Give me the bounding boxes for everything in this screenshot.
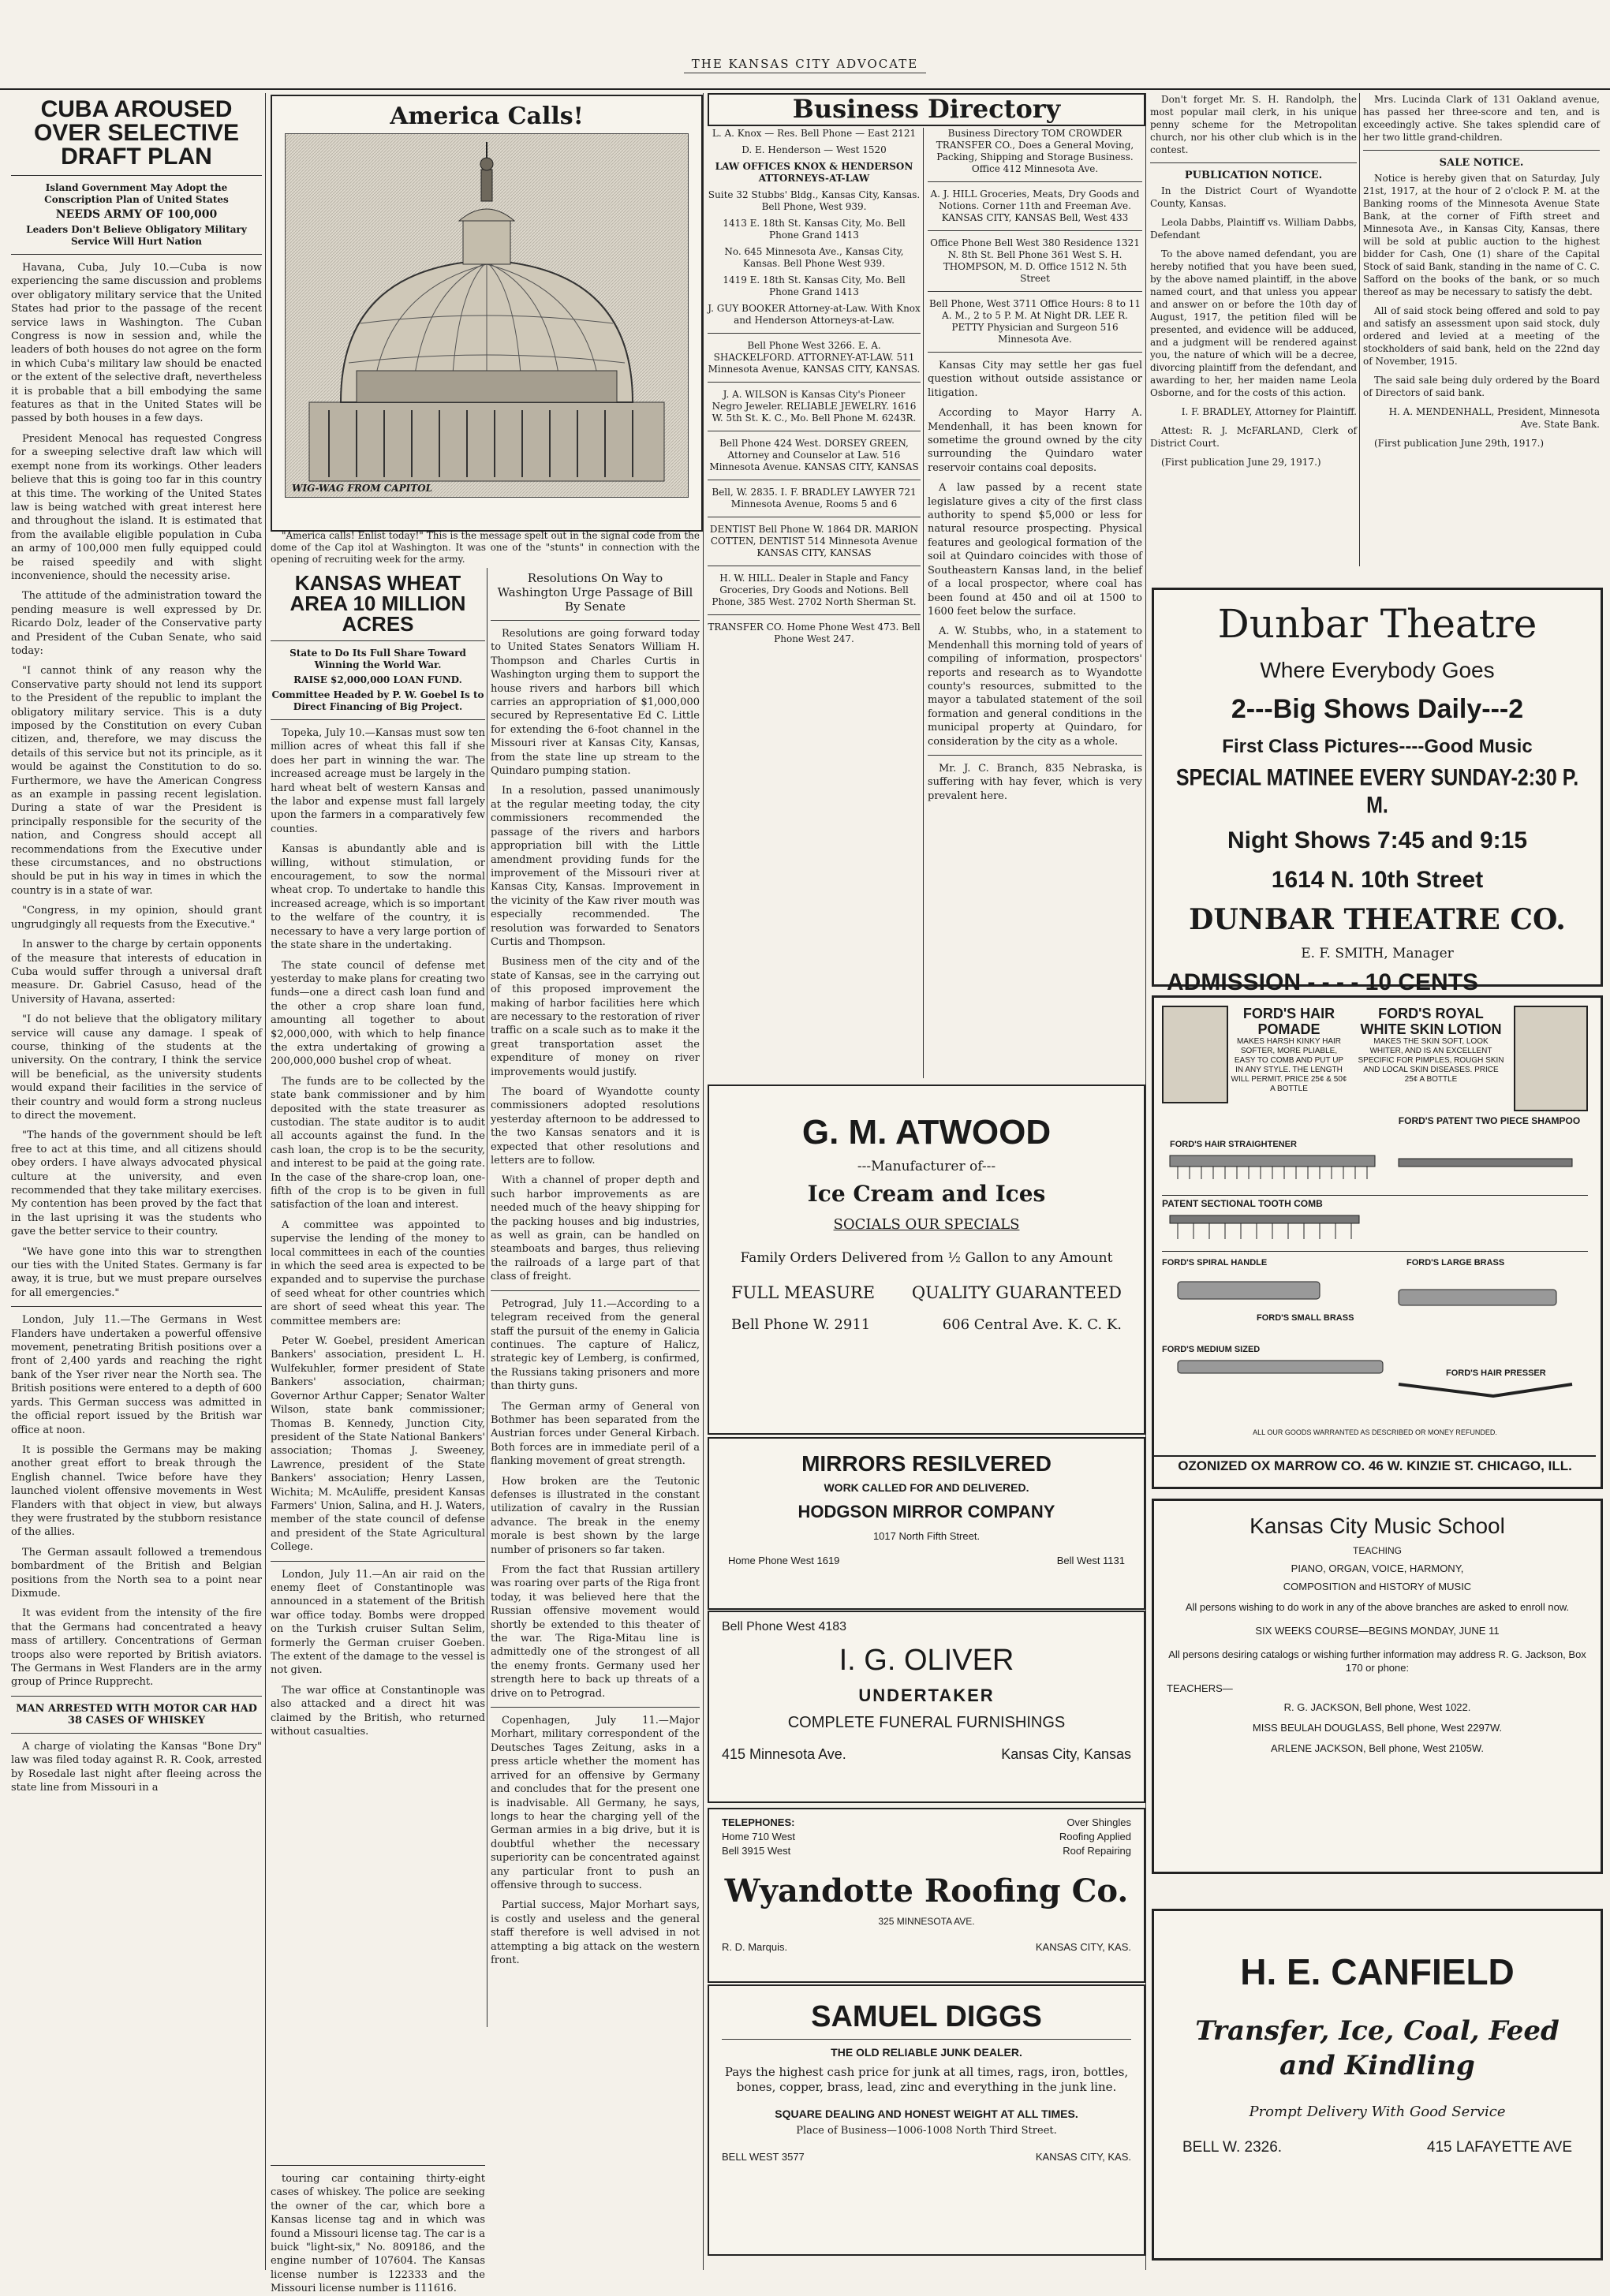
paragraph: How broken are the Teutonic defenses is illustrated in the constant utilization of cavalry in the Russian advance. The break in the enemy morale is best shown by the large number of prisoners so far taken.	[491, 1475, 700, 1556]
paragraph: Partial success, Major Morhart says, is costly and useless and the general staff therefore is well advised in not attempting a big attack on the western front.	[491, 1899, 700, 1966]
directory-entry: D. E. Henderson — West 1520	[741, 144, 887, 155]
music-school-ad: Kansas City Music School TEACHING PIANO, ORGAN, VOICE, HARMONY, COMPOSITION and HISTORY of MUSIC All persons wishing to do work in any of the above branches are asked to enroll now. SIX WEEKS COURSE—BEGINS MONDAY, JUNE 11 All persons desiring catalogs or wishing further information may address R. G. Jackson, Box 170 or phone: TEACHERS— R. G. JACKSON, Bell phone, West 1022. MISS BEULAH DOUGLASS, Bell phone, West 2297W. ARLENE JACKSON, Bell phone, West 2105W.	[1152, 1499, 1603, 1874]
paragraph: The board of Wyandotte county commissioners adopted resolutions yesterday afternoon to be addressed to the two Kansas senators and it is expected that other resolutions and letters are to follow.	[491, 1086, 700, 1167]
directory-entry: Bell, W. 2835. I. F. BRADLEY LAWYER 721 Minnesota Avenue, Rooms 5 and 6	[712, 487, 917, 510]
column-resolutions	[491, 568, 700, 2248]
america-calls-box	[271, 95, 703, 532]
column-rule	[1359, 93, 1360, 566]
paragraph: "Congress, in my opinion, should grant ungrudgingly all requests from the Executive."	[11, 905, 262, 931]
paragraph: President Menocal has requested Congress for a sweeping selective draft law which will exempt none from its workings. Other leaders believe that this is going too far in this country at this time. The working of the United States law is being watched with great interest here and throughout the island. It is estimated that from the available eligible population in Cuba an army of 100,000 men fully equipped could be raised speedily and with slight inconvenience, should the necessity arise.	[11, 432, 262, 582]
paragraph: It is possible the Germans may be making another great effort to break through the English channel. Twice before have they launched violent offensive movements in West Flanders with that object in view, but always they were frustrated by the stubborn resistance of the allies.	[11, 1443, 262, 1539]
paragraph: Resolutions are going forward today to United States Senators William H. Thompson and Charles Curtis in Washington urging them to support the house rivers and harbors bill which carries an appropriation of $1,000,000 secured by Representative Ed C. Little for extending the 6-foot channel in the Missouri river at Kansas City, Kansas, from the state line up stream to the Quindaro pumping station.	[491, 628, 700, 778]
pomade-can-icon	[1162, 1006, 1228, 1103]
column-wheat	[271, 568, 485, 2248]
paragraph: Peter W. Goebel, president American Bankers' association, president L. H. Wulfekuhler, former president of State Bankers' association, chairman; Governor Arthur Capper; Senator Walter Wilson, state bank commissioner; Thomas B. Kennedy, Junction City, president of the State National Bankers' association; Thomas J. Sweeney, Lawrence, president of the State Bankers' association; Henry Lassen, Wichita; M. McAuliffe, president Kansas Farmers' Union, Salina, and H. J. Waters, member of the state council of defense and president of the State Agricultural College.	[271, 1335, 485, 1554]
directory-entry: A. J. HILL Groceries, Meats, Dry Goods and Notions. Corner 11th and Freeman Ave. KANSAS CITY, KANSAS Bell, West 433	[930, 189, 1140, 223]
arrest-headline: MAN ARRESTED WITH MOTOR CAR HAD 38 CASES OF WHISKEY	[16, 1702, 257, 1727]
paragraph: "I do not believe that the obligatory military service will cause any damage. I speak of course, thinking of the students at the university. On the contrary, I think the service will be beneficial, as the university students would expand their facilities in the service of their country and would form a strong nucleus to direct the movement.	[11, 1014, 262, 1122]
cuba-deck: NEEDS ARMY OF 100,000	[55, 208, 218, 221]
lotion-bottle-icon	[1514, 1006, 1588, 1111]
paragraph: Kansas is abundantly able and is willing, without stimulation, or encouragement, to sow the normal wheat crop. To undertake to handle this increased acreage, which is so important to the welfare of the country, it is necessary to have a very large portion of the state share in the undertaking.	[271, 843, 485, 952]
america-calls-title: America Calls!	[390, 103, 584, 130]
directory-entry: DENTIST Bell Phone W. 1864 DR. MARION COTTEN, DENTIST 514 Minnesota Avenue KANSAS CITY, KANSAS	[709, 524, 919, 558]
paragraph: Mr. J. C. Branch, 835 Nebraska, is suffering with hay fever, which is very prevalent here.	[928, 762, 1142, 802]
paragraph: In answer to the charge by certain opponents of the measure that interests of education in Cuba would suffer through a universal draft measure. Dr. Gabriel Casuso, head of the University of Havana, asserted:	[11, 939, 262, 1006]
paragraph: It was evident from the intensity of the fire that the Germans had concentrated a heavy mass of artillery. Concentrations of German troops also were reported by British aviators. The Germans in West Flanders are in the army group of Prince Rupprecht.	[11, 1607, 262, 1689]
paragraph: London, July 11.—An air raid on the enemy fleet of Constantinople was announced in a statement of the British war office today. Bombs were dropped on the Turkish cruiser Sultan Selim, formerly the German cruiser Goeben. The extent of the damage to the vessel is not given.	[271, 1568, 485, 1677]
directory-entry: Suite 32 Stubbs' Bldg., Kansas City, Kansas. Bell Phone, West 939.	[708, 189, 921, 212]
brass-comb-icon	[1162, 1258, 1588, 1416]
paragraph: The attitude of the administration toward the pending measure is well expressed by Dr. Ricardo Dolz, leader of the Conservative party and President of the Cuban Senate, who said today:	[11, 590, 262, 657]
wheat-deck: Committee Headed by P. W. Goebel Is to Direct Financing of Big Project.	[271, 689, 484, 712]
paragraph: The German assault followed a tremendous bombardment of the British and Belgian positions from the North sea to a point near Dixmude.	[11, 1546, 262, 1600]
paragraph: A law passed by a recent state legislature gives a city of the first class authority to spend $5,000 or less for natural resource prospecting. Physical features and geological formation of the soil at Quindaro coincides with those of Southeastern Kansas land, in the belief of a local prospector, where coal has been found at 450 and oil at 1500 to 1600 feet below the surface.	[928, 482, 1142, 618]
paragraph: The German army of General von Bothmer has been separated from the Austrian forces under General Kirbach. Both forces are in immediate peril of a flanking movement of great strength.	[491, 1400, 700, 1468]
dunbar-theatre-ad: Dunbar Theatre Where Everybody Goes 2---Big Shows Daily---2 First Class Pictures----Good Music SPECIAL MATINEE EVERY SUNDAY-2:30 P. M. Night Shows 7:45 and 9:15 1614 N. 10th Street DUNBAR THEATRE CO. E. F. SMITH, Manager ADMISSION - - - - 10 CENTS	[1152, 588, 1603, 987]
tooth-comb-icon	[1162, 1211, 1375, 1243]
paragraph: Don't forget Mr. S. H. Randolph, the most popular mail clerk, in his unique penny scheme for the Metropolitan church, nor his other club which is in the contest.	[1150, 94, 1357, 155]
business-directory-left	[708, 128, 921, 1078]
paragraph: A. W. Stubbs, who, in a statement to Mendenhall this morning told of years of compiling of information, prospectors' reports and research as to Wyandotte county's resources, submitted to the mayor a tabulated statement of the soil formation and general conditions in the municipal property at Quindaro, for consideration by the city as a whole.	[928, 625, 1142, 748]
atwood-ad: G. M. ATWOOD ---Manufacturer of--- Ice Cream and Ices SOCIALS OUR SPECIALS Family Orders Delivered from ½ Gallon to any Amount FULL MEASURE QUALITY GUARANTEED Bell Phone W. 2911 606 Central Ave. K. C. K.	[708, 1085, 1145, 1435]
directory-entry: Bell Phone 424 West. DORSEY GREEN, Attorney and Counselor at Law. 516 Minnesota Avenue. KANSAS CITY, KANSAS	[709, 438, 919, 472]
tooth-comb-row: PATENT SECTIONAL TOOTH COMB	[1162, 1195, 1588, 1252]
column-rule	[703, 93, 704, 2270]
capitol-dome-illustration	[286, 134, 688, 497]
paragraph: "I cannot think of any reason why the Conservative party should not lend its support to the President of the republic to implant the obligatory military service. This is a duty imposed by the Constitution on every Cuban citizen, and, therefore, we may discuss the details of this service but not its principle, as it would be against the Constitution to do so. Furthermore, we have the American Congress as an example in passing recent legislation. During a state of war the President is principally responsible for the security of the nation, and Congress should accept all recommendations from the Executive under these circumstances, and no obstructions should be put in his way in times in which the country is in a state of war.	[11, 665, 262, 897]
wheat-deck: RAISE $2,000,000 LOAN FUND.	[293, 674, 462, 685]
america-caption-text: "America calls! Enlist today!" This is the message spelt out in the signal code from the dome of the Cap itol at Washington. It was one of the "stunts" in connection with the opening of recruiting week for the army.	[271, 530, 700, 565]
paragraph: From the fact that Russian artillery was roaring over parts of the Riga front today, it was believed here that the Russian offensive movement would shortly be extended to this theater of the war. The Riga-Mitau line is admittedly one of the strongest of all the enemy fronts. Germany used her strength here to back up threats of a drive on to Petrograd.	[491, 1564, 700, 1700]
paragraph: Copenhagen, July 11.—Major Morhart, military correspondent of the Deutsches Tages Zeitung, asks in a press article whether the moment has arrived for an offensive by Germany and concludes that for the present one is inadvisable. All Germany, he says, longs to hear the charging yell of the German armies in a big drive, but it is doubtful whether the necessary superiority can be concentrated against any particular front to push an offensive through to success.	[491, 1715, 700, 1891]
oliver-ad: Bell Phone West 4183 I. G. OLIVER UNDERTAKER COMPLETE FUNERAL FURNISHINGS 415 Minnesota Ave. Kansas City, Kansas	[708, 1611, 1145, 1803]
column-rule	[265, 93, 266, 2270]
cuba-deck: Island Government May Adopt the Conscription Plan of United States	[44, 182, 229, 205]
brass-combs-row: FORD'S SPIRAL HANDLE FORD'S LARGE BRASS FORD'S SMALL BRASS FORD'S MEDIUM SIZED FORD'S HAIR PRESSER	[1162, 1258, 1588, 1416]
directory-entry: J. GUY BOOKER Attorney-at-Law. With Knox and Henderson Attorneys-at-Law.	[708, 303, 921, 326]
capitol-dome-image	[285, 133, 689, 498]
straightener-row: FORD'S HAIR STRAIGHTENER	[1162, 1140, 1588, 1187]
paragraph: Mrs. Lucinda Clark of 131 Oakland avenue, has passed her three-score and ten, and is exceedingly active. She takes splendid care of her two little grand-children.	[1363, 94, 1600, 143]
paragraph: "We have gone into this war to strengthen our ties with the United States. Germany is far away, it is true, but we must prepare ourselves for all emergencies."	[11, 1245, 262, 1299]
masthead: THE KANSAS CITY ADVOCATE	[0, 55, 1610, 87]
lotion-text: FORD'S ROYAL WHITE SKIN LOTION MAKES THE SKIN SOFT, LOOK WHITER, AND IS AN EXCELLENT SPECIFIC FOR PIMPLES, ROUGH SKIN AND LOCAL SKIN DISEASES. PRICE 25¢ A BOTTLE	[1358, 1006, 1504, 1084]
directory-entry: J. A. WILSON is Kansas City's Pioneer Negro Jeweler. RELIABLE JEWELRY. 1616 W. 5th St. K. C., Mo. Bell Phone M. 6243R.	[712, 389, 917, 424]
column-rule	[1145, 93, 1146, 2270]
arrest-continuation: touring car containing thirty-eight cases of whiskey. The police are seeking the owner of the car, which bore a Kansas license tag and in which was found a Missouri license tag. The car is a buick "light-six," No. 809186, and the engine number of 107604. The Kansas license number is 122333 and the Missouri license number is 111616.	[271, 2165, 485, 2275]
wheat-headline: KANSAS WHEAT AREA 10 MILLION ACRES	[290, 571, 466, 636]
canfield-ad: H. E. CANFIELD Transfer, Ice, Coal, Feed and Kindling Prompt Delivery With Good Service BELL W. 2326. 415 LAFAYETTE AVE	[1152, 1909, 1603, 2261]
directory-entry: 1419 E. 18th St. Kansas City, Mo. Bell Phone Grand 1413	[723, 274, 906, 297]
pomade-text: FORD'S HAIR POMADE MAKES HARSH KINKY HAIR SOFTER, MORE PLIABLE, EASY TO COMB AND PUT UP IN ANY STYLE. THE LENGTH WILL PERMIT. PRICE 25¢ & 50¢ A BOTTLE	[1231, 1006, 1347, 1093]
mirrors-ad: MIRRORS RESILVERED WORK CALLED FOR AND DELIVERED. HODGSON MIRROR COMPANY 1017 North Fifth Street. Home Phone West 1619 Bell West 1131	[708, 1437, 1145, 1610]
paragraph: London, July 11.—The Germans in West Flanders have undertaken a powerful offensive movement, penetrating British positions over a front of 2,400 yards and reaching the right bank of the Yser river near the North sea. The British positions were entered to a depth of 600 yards. This German success was admitted in the official report issued by the British war office at noon.	[11, 1314, 262, 1436]
diggs-ad: SAMUEL DIGGS THE OLD RELIABLE JUNK DEALER. Pays the highest cash price for junk at all times, rags, iron, bottles, bones, copper, brass, lead, zinc and everything in the junk line. SQUARE DEALING AND HONEST WEIGHT AT ALL TIMES. Place of Business—1006-1008 North Third Street. BELL WEST 3577 KANSAS CITY, KAS.	[708, 1984, 1145, 2256]
directory-entry: H. W. HILL. Dealer in Staple and Fancy Groceries, Dry Goods and Notions. Bell Phone, 385 West. 2702 North Sherman St.	[712, 573, 917, 607]
paragraph: The state council of defense met yesterday to make plans for creating two funds—one a direct cash loan fund and the other a crop share loan fund, amounting all together to about $2,000,000, with which to help finance the extra undertaking of growing a 200,000,000 bushel crop of wheat.	[271, 959, 485, 1068]
paragraph: Business men of the city and of the state of Kansas, see in the carrying out of this proposed improvement the making of harbor facilities here which are necessary to the restoration of river traffic on a scale such as to make it the great transportation asset the expenditure of money on river improvements would justify.	[491, 956, 700, 1078]
wheat-deck: State to Do Its Full Share Toward Winning the World War.	[290, 648, 466, 670]
masthead-rule	[0, 88, 1610, 90]
fords-products-ad: FORD'S HAIR POMADE MAKES HARSH KINKY HAIR SOFTER, MORE PLIABLE, EASY TO COMB AND PUT UP IN ANY STYLE. THE LENGTH WILL PERMIT. PRICE 25¢ & 50¢ A BOTTLE FORD'S ROYAL WHITE SKIN LOTION MAKES THE SKIN SOFT, LOOK WHITER, AND IS AN EXCELLENT SPECIFIC FOR PIMPLES, ROUGH SKIN AND LOCAL SKIN DISEASES. PRICE 25¢ A BOTTLE FORD'S PATENT TWO PIECE SHAMPOO FORD'S HAIR STRAIGHTENER PATENT SECTIONAL TOOTH COMB FORD'S SPIRAL HANDLE FORD'S LARGE BRASS FORD'S SMALL BRASS FORD'S MEDIUM SIZED FORD'S HAIR PRESSER ALL OUR GOODS WARRANTED AS DESCRIBED OR MONEY REFUNDED. OZONIZED OX MARROW CO. 46 W. KINZIE ST. CHICAGO, ILL.	[1152, 995, 1603, 1489]
directory-entry: TRANSFER CO. Home Phone West 473. Bell Phone West 247.	[708, 622, 921, 644]
business-directory-right	[928, 128, 1142, 1078]
paragraph: "The hands of the government should be left free to act at this time, and all citizens should obey orders. I have always advocated physical culture at the university, and even recommended that they take military exercises. My contention has been proved by the fact that in the last uprising it was the students who gave the better service to their country.	[11, 1129, 262, 1238]
paragraph: According to Mayor Harry A. Mendenhall, it has been known for sometime the ground owned by the city surrounding the Quindaro water reservoir contains coal deposits.	[928, 407, 1142, 474]
paragraph: The war office at Constantinople was also attacked and a direct hit was claimed by the British, who returned without casualties.	[271, 1684, 485, 1738]
column-notices-left: Don't forget Mr. S. H. Randolph, the most popular mail clerk, in his unique penny scheme for the Metropolitan church, nor his other club which is in the contest. PUBLICATION NOTICE. In the District Court of Wyandotte County, Kansas. Leola Dabbs, Plaintiff vs. William Dabbs, Defendant To the above named defendant, you are hereby notified that you have been sued, by the above named plaintiff, in the above named court, and that unless you appear and answer on or before the 10th day of August, 1917, the petition filed will be presented, and evidence will be adduced, and a judgment will be rendered against you, the nature of which will be a decree, divorcing plaintiff from the defendant, and awarding to her, her maiden name Leola Osborne, and for the costs of this action. I. F. BRADLEY, Attorney for Plaintiff. Attest: R. J. McFARLAND, Clerk of District Court. (First publication June 29, 1917.)	[1150, 94, 1357, 468]
paragraph: Havana, Cuba, July 10.—Cuba is now experiencing the same discussion and problems over obligatory military service that the United States had prior to the passage of the recent service laws in Washington. The Cuban Congress is now in session and, while the leaders of both houses do not agree on the form in which Cuba's military law should be enacted or the extent of the selective draft, nevertheless it is probable that a bill embodying the same features as that in the United States will be passed by both houses in a few days.	[11, 262, 262, 425]
column-cuba	[11, 93, 262, 2278]
paragraph: The funds are to be collected by the state bank commissioner and by him deposited with the state treasurer as custodian. The state auditor is to audit all accounts against the fund. In the cash loan, the crop is to be the security, and interest to be paid at the going rate. In the case of the share-crop loan, one-fifth of the crop is to be given in full satisfaction of the loan and interest.	[271, 1075, 485, 1211]
cuba-deck: Leaders Don't Believe Obligatory Military Service Will Hurt Nation	[26, 224, 247, 247]
directory-entry: L. A. Knox — Res. Bell Phone — East 2121	[712, 128, 917, 139]
paragraph: With a channel of proper depth and such harbor improvements as are needed much of the heavy shipping for the packing houses and big industries, as well as grain, can be handled on steamboats and barges, thus relieving the railroads of a large part of that class of freight.	[491, 1174, 700, 1283]
paragraph: A committee was appointed to supervise the lending of the money to local committees in each of the counties in which the seed area is expected to be expanded and to supervise the purchase of seed wheat for other countries which are short of seed wheat this year. The committee members are:	[271, 1219, 485, 1327]
cuba-headline: CUBA AROUSED OVER SELECTIVE DRAFT PLAN	[33, 96, 240, 170]
paragraph: Kansas City may settle her gas fuel question without outside assistance or litigation.	[928, 360, 1142, 399]
paragraph: A charge of violating the Kansas "Bone Dry" law was filed today against R. R. Cook, arrested by Rosedale last night after fleeing across the state line from Missouri in a	[11, 1740, 262, 1794]
directory-entry: Bell Phone West 3266. E. A. SHACKELFORD. ATTORNEY-AT-LAW. 511 Minnesota Avenue, KANSAS CITY, KANSAS.	[708, 340, 921, 375]
paragraph: Petrograd, July 11.—According to a telegram received from the general staff the pursuit of the enemy in Galicia continues. The capture of Halicz, strategic key of Lemberg, is confirmed, the Russians taking prisoners and more than thirty guns.	[491, 1297, 700, 1393]
column-rule	[923, 128, 924, 1078]
directory-entry: Office Phone Bell West 380 Residence 1321 N. 8th St. Bell Phone 361 West S. H. THOMPSON, M. D. Office 1512 N. 5th Street	[930, 237, 1140, 284]
directory-entry: 1413 E. 18th St. Kansas City, Mo. Bell Phone Grand 1413	[723, 218, 906, 241]
image-caption-label: WIG-WAG FROM CAPITOL	[292, 483, 433, 494]
directory-entry: LAW OFFICES KNOX & HENDERSON ATTORNEYS-AT-LAW	[715, 161, 913, 184]
paragraph: Topeka, July 10.—Kansas must sow ten million acres of wheat this fall if she does her part in winning the war. The increased acreage must be largely in the hard wheat belt of western Kansas and the labor and expense must fall largely upon the farmers in a comparatively few counties.	[271, 727, 485, 835]
business-directory-header: Business Directory	[708, 93, 1145, 126]
directory-entry: Bell Phone, West 3711 Office Hours: 8 to 11 A. M., 2 to 5 P. M. At Night DR. LEE R. PETTY Physician and Surgeon 516 Minnesota Ave.	[928, 298, 1141, 345]
directory-entry: Business Directory TOM CROWDER TRANSFER CO., Does a General Moving, Packing, Shipping and Storage Business. Office 412 Minnesota Ave.	[936, 128, 1134, 174]
column-notices-right: Mrs. Lucinda Clark of 131 Oakland avenue, has passed her three-score and ten, and is exceedingly active. She takes splendid care of her two little grand-children. SALE NOTICE. Notice is hereby given that on Saturday, July 21st, 1917, at the hour of 2 o'clock P. M. at the Banking rooms of the Minnesota Avenue State Bank, at the corner of Fifth street and Minnesota Ave., in Kansas City, Kansas, there will be sold at public auction to the highest bidder for Cash, One (1) share of the Capital Stock of said Bank, standing in the name of C. C. Safford on the books of the bank, or so much thereof as may be necessary to satisfy the debt. All of said stock being offered and sold to pay and satisfy an assessment upon said stock, duly ordered and levied at a meeting of the stockholders of said bank, held on the 22nd day of November, 1915. The said sale being duly ordered by the Board of Directors of said bank. H. A. MENDENHALL, President, Minnesota Ave. State Bank. (First publication June 29th, 1917.)	[1363, 94, 1600, 449]
paragraph: In a resolution, passed unanimously at the regular meeting today, the city commissioners recommended the passage of the rivers and harbors appropriation bill with the Little amendment providing funds for the improvement of the Missouri river at Kansas City, Kansas. Improvement in the vicinity of the Kaw river mouth was especially recommended. The resolution was forwarded to Senators Curtis and Thompson.	[491, 785, 700, 948]
directory-entry: No. 645 Minnesota Ave., Kansas City, Kansas. Bell Phone West 939.	[724, 246, 904, 269]
roofing-ad: TELEPHONES: Home 710 West Bell 3915 West Over Shingles Roofing Applied Roof Repairing Wyandotte Roofing Co. 325 MINNESOTA AVE. R. D. Marquis. KANSAS CITY, KAS.	[708, 1808, 1145, 1983]
resolutions-headline: Resolutions On Way to Washington Urge Passage of Bill By Senate	[497, 571, 693, 614]
